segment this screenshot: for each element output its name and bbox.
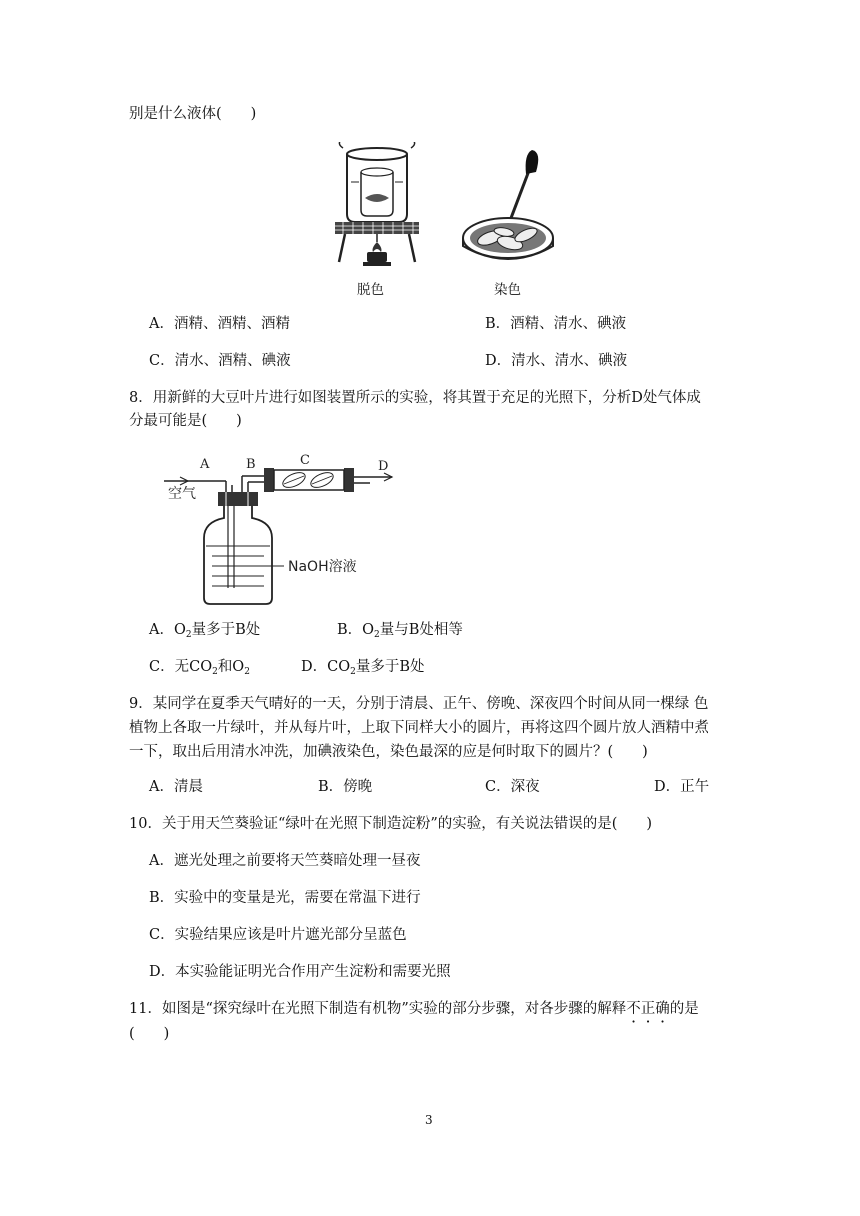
staining-caption: 染色 — [494, 282, 521, 298]
q9-line2: 植物上各取一片绿叶，并从每片叶，上取下同样大小的圆片，再将这四个圆片放人酒精中煮 — [129, 720, 709, 736]
q10-stem: 10．关于用天竺葵验证“绿叶在光照下制造淀粉”的实验，有关说法错误的是( ) — [129, 816, 653, 832]
label-naoh: NaOH溶液 — [288, 559, 357, 575]
emphasis-char: 正 — [640, 1001, 656, 1017]
q11-stem-line1: 11．如图是“探究绿叶在光照下制造有机物”实验的部分步骤，对各步骤的解释不正确的是 — [129, 1001, 699, 1017]
q10-option-b: B．实验中的变量是光，需要在常温下进行 — [149, 890, 421, 906]
q9-option-a: A．清晨 — [149, 779, 203, 795]
q8-stem-line1: 8．用新鲜的大豆叶片进行如图装置所示的实验，将其置于充足的光照下，分析D处气体成 — [129, 390, 701, 406]
decolor-caption: 脱色 — [357, 282, 384, 298]
q7-option-a: A．酒精、酒精、酒精 — [149, 316, 290, 332]
decolor-apparatus-figure — [333, 142, 421, 268]
q7-stem-tail: 别是什么液体( ) — [129, 106, 257, 122]
q9-line1: 9．某同学在夏季天气晴好的一天，分别于清晨、正午、傍晚、深夜四个时间从同一棵绿 色 — [129, 696, 709, 712]
q7-option-b: B．酒精、清水、碘液 — [485, 316, 627, 332]
q10-option-c: C．实验结果应该是叶片遮光部分呈蓝色 — [149, 927, 407, 943]
q8-option-b: B．$O_2$量与B处相等 — [337, 622, 463, 640]
gas-flow-apparatus-figure — [160, 448, 400, 608]
q8-option-d: D．$CO_2$量多于B处 — [301, 659, 425, 677]
page-number: 3 — [425, 1113, 433, 1127]
q9-option-d: D．正午 — [654, 779, 710, 795]
q9-line3: 一下，取出后用清水冲洗，加碘液染色，染色最深的应是何时取下的圆片？( ) — [129, 744, 648, 760]
q7-option-d: D．清水、清水、碘液 — [485, 353, 628, 369]
q9-option-c: C．深夜 — [485, 779, 540, 795]
label-air: 空气 — [168, 486, 196, 502]
q11-stem-line2: ( ) — [129, 1026, 170, 1042]
label-c: C — [300, 453, 310, 468]
staining-dish-figure — [460, 148, 560, 268]
q10-option-a: A．遮光处理之前要将天竺葵暗处理一昼夜 — [149, 853, 421, 869]
q9-option-b: B．傍晚 — [318, 779, 373, 795]
q8-option-c: C．无$CO_2$和$O_2$ — [149, 659, 250, 677]
emphasis-char: 确 — [655, 1001, 670, 1017]
q10-option-d: D．本实验能证明光合作用产生淀粉和需要光照 — [149, 964, 451, 980]
label-d: D — [378, 459, 389, 474]
label-b: B — [246, 457, 256, 472]
label-a: A — [200, 457, 210, 472]
q8-option-a: A．$O_2$量多于B处 — [149, 622, 261, 640]
emphasis-char: 不 — [626, 1001, 641, 1017]
q8-stem-line2: 分最可能是( ) — [129, 413, 242, 429]
q7-option-c: C．清水、酒精、碘液 — [149, 353, 291, 369]
